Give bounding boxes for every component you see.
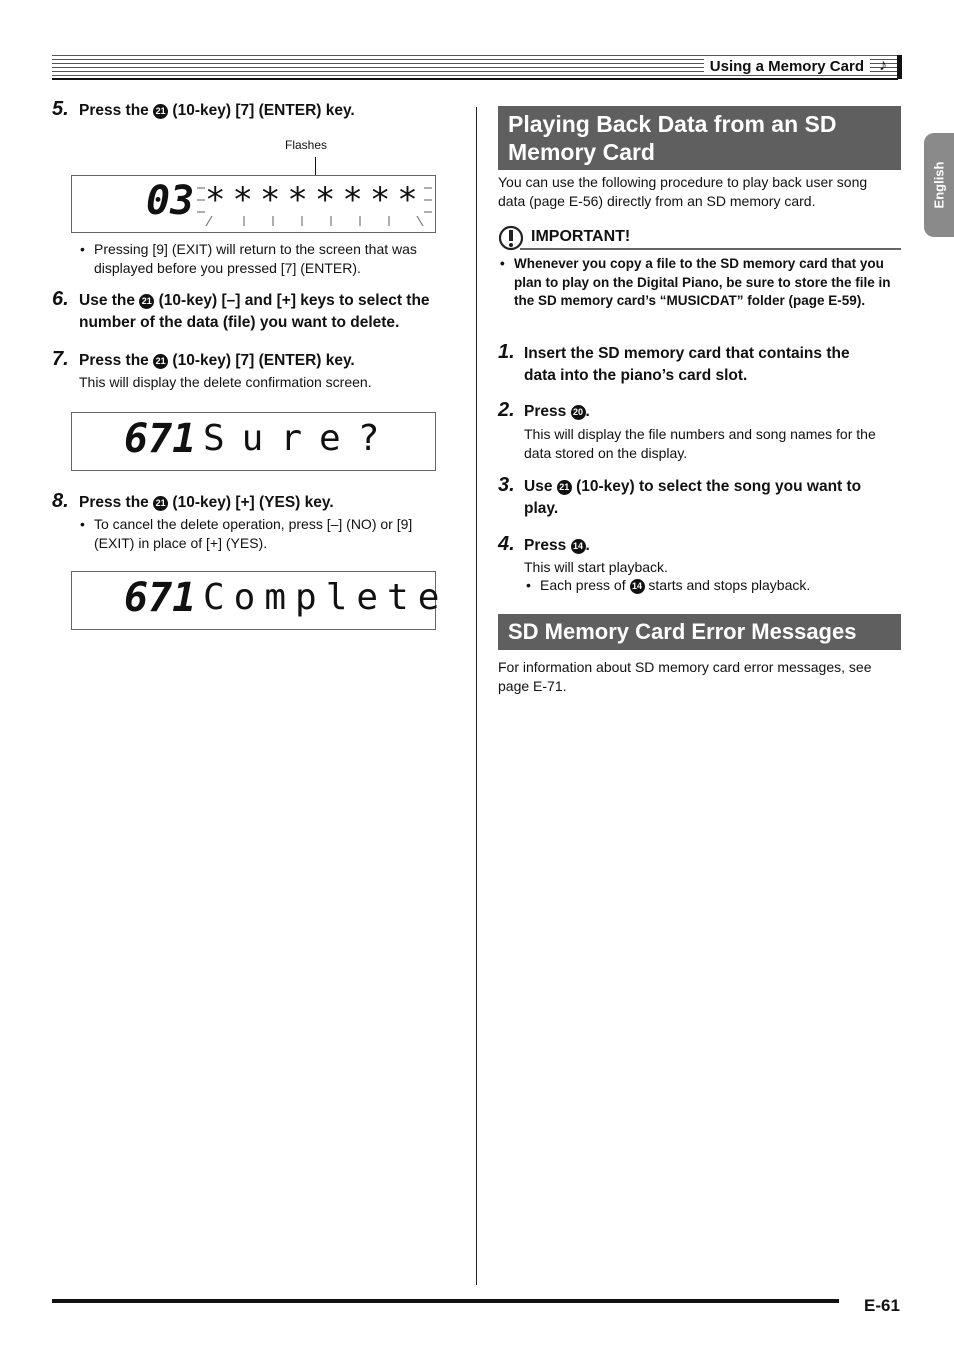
- lcd-number: 671: [124, 575, 197, 621]
- key-14-icon: 14: [571, 539, 586, 554]
- important-box: [498, 225, 901, 251]
- key-20-icon: 20: [571, 405, 586, 420]
- lcd-display-flashing: [71, 175, 436, 233]
- playback-intro: You can use the following procedure to play back user song data (page E-56) directly from an SD memory card.: [498, 174, 868, 209]
- lcd-message: Sure?: [203, 418, 397, 459]
- step-7-desc: This will display the delete confirmation screen.: [79, 374, 372, 390]
- key-14-icon: 14: [630, 579, 645, 594]
- key-21-icon: 21: [153, 354, 168, 369]
- step-8: 8.: [52, 490, 69, 512]
- section-heading-errors: SD Memory Card Error Messages: [498, 614, 901, 650]
- step-1-text: Insert the SD memory card that contains the data into the piano’s card slot.: [524, 345, 850, 384]
- footer-rule: [52, 1299, 839, 1303]
- step-5: [52, 98, 69, 121]
- header-end-bar: [897, 55, 902, 79]
- important-title: IMPORTANT!: [531, 228, 631, 245]
- lcd-number: 03: [146, 178, 195, 224]
- key-21-icon: 21: [153, 104, 168, 119]
- step-4-bullet: • Each press of 14 starts and stops playback.: [526, 577, 811, 593]
- key-21-icon: 21: [557, 480, 572, 495]
- key-21-icon: 21: [139, 294, 154, 309]
- flashes-label: Flashes: [285, 138, 328, 152]
- step-5-text: Press the 21 (10-key) [7] (ENTER) key.: [79, 102, 355, 119]
- language-tab[interactable]: [924, 133, 954, 237]
- step-6: 6.: [52, 288, 69, 310]
- column-divider: [476, 107, 477, 1285]
- lcd-message: Complete: [203, 577, 449, 618]
- section-heading-playback: Playing Back Data from an SD Memory Card: [498, 106, 901, 170]
- page-number: E-61: [864, 1296, 900, 1315]
- important-rule: [520, 248, 901, 250]
- step-3: 3.: [498, 474, 515, 496]
- step-7: 7.: [52, 348, 69, 370]
- step-8-text: Press the 21 (10-key) [+] (YES) key.: [79, 494, 334, 511]
- step-4: 4.: [498, 533, 515, 555]
- key-21-icon: 21: [153, 496, 168, 511]
- lcd-display-sure: [71, 412, 436, 471]
- errors-text: For information about SD memory card error messages, see page E-71.: [498, 659, 872, 694]
- step-1: 1.: [498, 341, 515, 363]
- step-3-text: Use 21 (10-key) to select the song you want to play.: [524, 478, 862, 517]
- step-4-desc: This will start playback.: [524, 559, 668, 575]
- step-5-bullet: • Pressing [9] (EXIT) will return to the screen that was displayed before you pressed [7] (ENTER).: [80, 241, 417, 276]
- step-8-bullet: • To cancel the delete operation, press [–] (NO) or [9] (EXIT) in place of [+] (YES).: [80, 516, 413, 551]
- important-bullet: • Whenever you copy a file to the SD memory card that you plan to play on the Digital Piano, be sure to store the file in the SD memory card’s “MUSICDAT” folder (page E-59).: [500, 256, 891, 308]
- music-note-icon: ♪: [879, 57, 887, 74]
- step-6-text: Use the 21 (10-key) [–] and [+] keys to select the number of the data (file) you want to delete.: [79, 292, 430, 331]
- step-2-desc: This will display the file numbers and song names for the data stored on the display.: [524, 426, 876, 461]
- step-4-text: Press 14 .: [524, 537, 590, 554]
- header-title: Using a Memory Card: [704, 58, 870, 75]
- language-tab-label: English: [931, 161, 947, 209]
- lcd-asterisks: ********: [205, 180, 425, 220]
- step-2-text: Press 20 .: [524, 403, 590, 420]
- step-7-text: Press the 21 (10-key) [7] (ENTER) key.: [79, 352, 355, 369]
- lcd-display-complete: [71, 571, 449, 630]
- step-2: 2.: [498, 399, 515, 421]
- step-number: 5.: [52, 98, 69, 120]
- lcd-number: 671: [124, 416, 197, 462]
